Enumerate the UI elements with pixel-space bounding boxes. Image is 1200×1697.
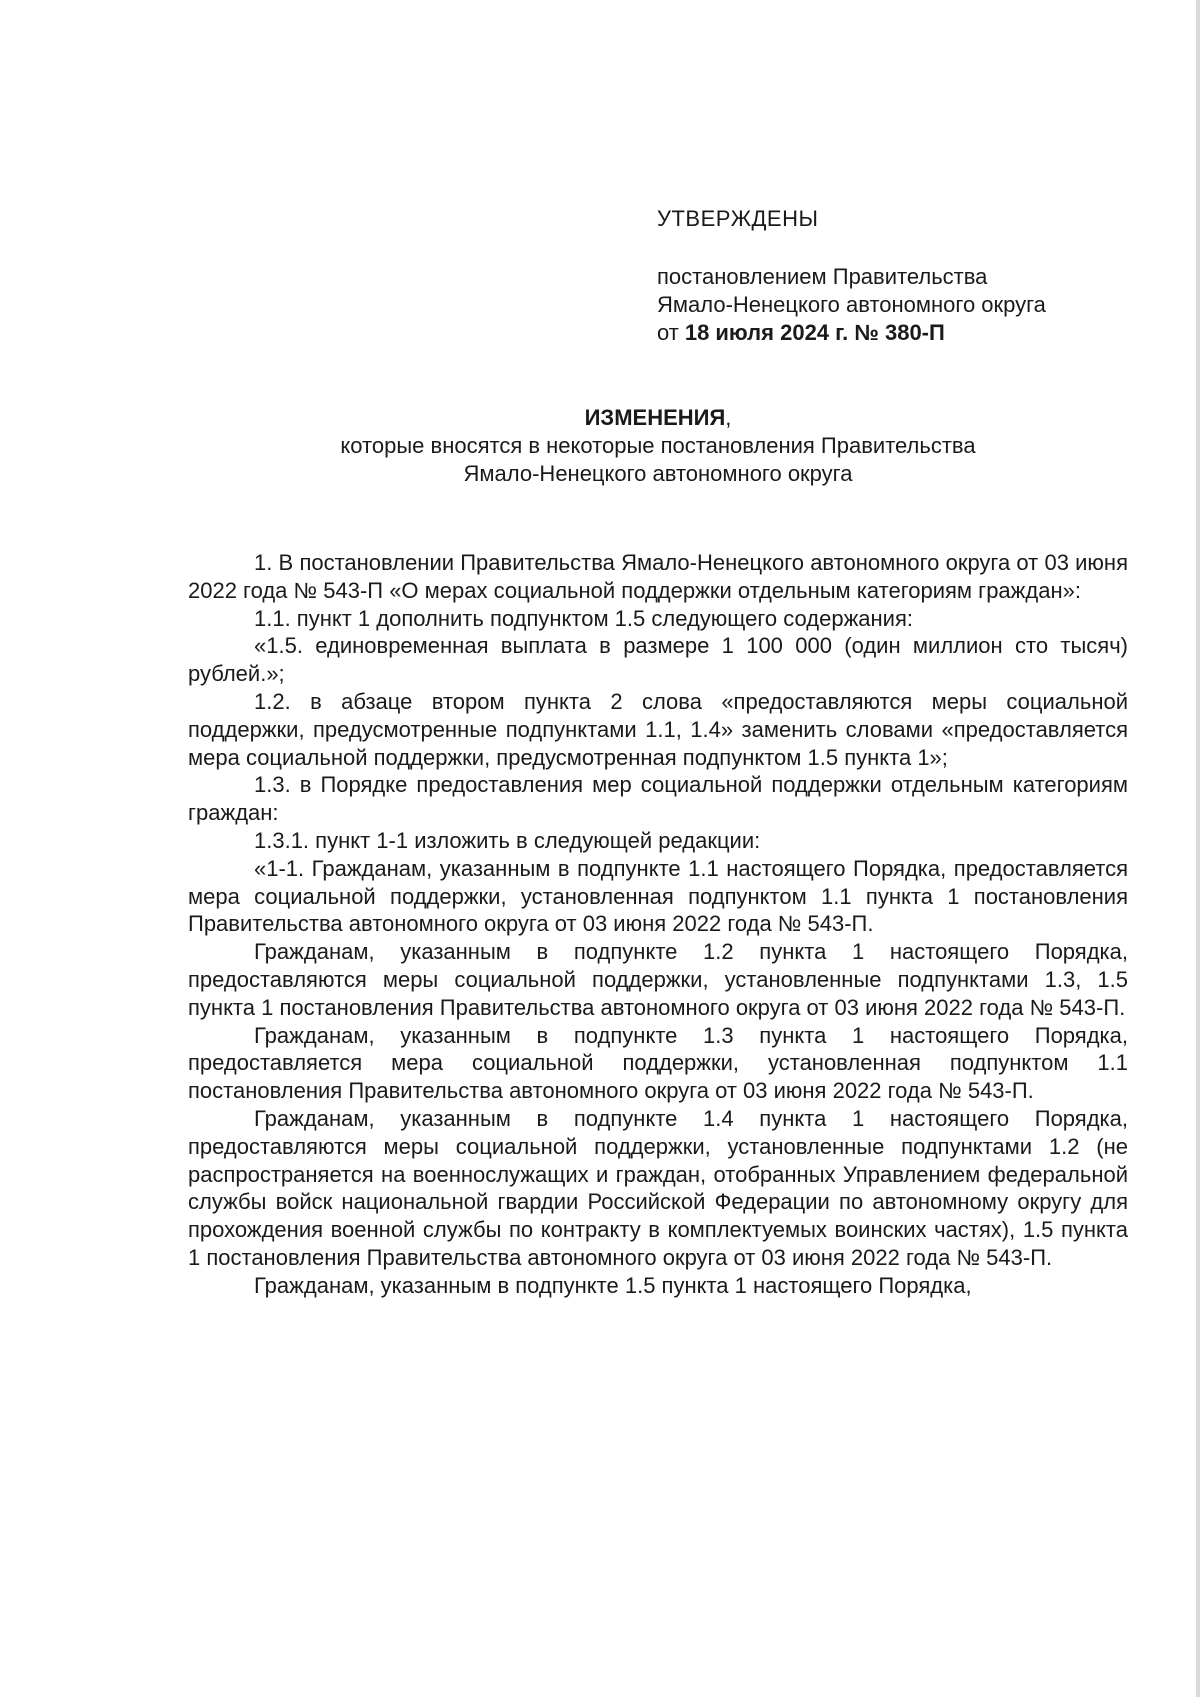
paragraph: «1-1. Гражданам, указанным в подпункте 1.1 настоящего Порядка, предоставляется мера социальной поддержки, установленная подпунктом 1.1 пункта 1 постановления Правительства автономного округа от 03 июня 2022 года № 543-П. [188, 855, 1128, 937]
page-edge-shadow [1196, 0, 1200, 1697]
document-body [188, 549, 1128, 1300]
document-title-comma: , [725, 405, 732, 430]
document-title [188, 404, 1128, 432]
paragraph: Гражданам, указанным в подпункте 1.4 пункта 1 настоящего Порядка, предоставляются меры социальной поддержки, установленные подпунктами 1.2 (не распространяется на военнослужащих и граждан, отобранных Управлением федеральной службы войск национальной гвардии Российской Федерации по автономному округу для прохождения военной службы по контракту в комплектуемых воинских частях), 1.5 пункта 1 постановления Правительства автономного округа от 03 июня 2022 года № 543-П. [188, 1105, 1128, 1270]
paragraph: Гражданам, указанным в подпункте 1.2 пункта 1 настоящего Порядка, предоставляются меры социальной поддержки, установленные подпунктами 1.3, 1.5 пункта 1 постановления Правительства автономного округа от 03 июня 2022 года № 543-П. [188, 939, 1128, 1020]
approval-date-line [657, 319, 1157, 347]
paragraph: 1.2. в абзаце втором пункта 2 слова «предоставляются меры социальной поддержки, предусмотренные подпунктами 1.1, 1.4» заменить словами «предоставляется мера социальной поддержки, предусмотренная подпунктом 1.5 пункта 1»; [188, 688, 1128, 770]
document-subtitle-line-1: которые вносятся в некоторые постановления Правительства [340, 433, 976, 458]
paragraph: Гражданам, указанным в подпункте 1.5 пункта 1 настоящего Порядка, [254, 1272, 972, 1298]
document-heading [188, 404, 1128, 488]
document-subtitle-line-2: Ямало-Ненецкого автономного округа [463, 461, 853, 486]
paragraph: 1. В постановлении Правительства Ямало-Ненецкого автономного округа от 03 июня 2022 года № 543-П «О мерах социальной поддержки отдельным категориям граждан»: [188, 550, 1128, 603]
document-title-text: ИЗМЕНЕНИЯ [584, 405, 726, 430]
approval-stamp: УТВЕРЖДЕНЫ [657, 206, 819, 231]
paragraph: 1.1. пункт 1 дополнить подпунктом 1.5 следующего содержания: [254, 605, 914, 631]
paragraph: Гражданам, указанным в подпункте 1.3 пункта 1 настоящего Порядка, предоставляется мера социальной поддержки, установленная подпунктом 1.1 постановления Правительства автономного округа от 03 июня 2022 года № 543-П. [188, 1022, 1128, 1104]
approval-line-1: постановлением Правительства [657, 264, 988, 289]
paragraph: 1.3. в Порядке предоставления мер социальной поддержки отдельным категориям граждан: [188, 772, 1128, 826]
approval-block [657, 205, 1157, 347]
approval-from-prefix: от [657, 320, 679, 345]
paragraph: «1.5. единовременная выплата в размере 1 100 000 (один миллион сто тысяч) рублей.»; [188, 633, 1128, 687]
approval-line-2: Ямало-Ненецкого автономного округа [657, 292, 1046, 317]
paragraph: 1.3.1. пункт 1-1 изложить в следующей редакции: [254, 827, 761, 853]
approval-date-number: 18 июля 2024 г. № 380-П [684, 320, 945, 345]
